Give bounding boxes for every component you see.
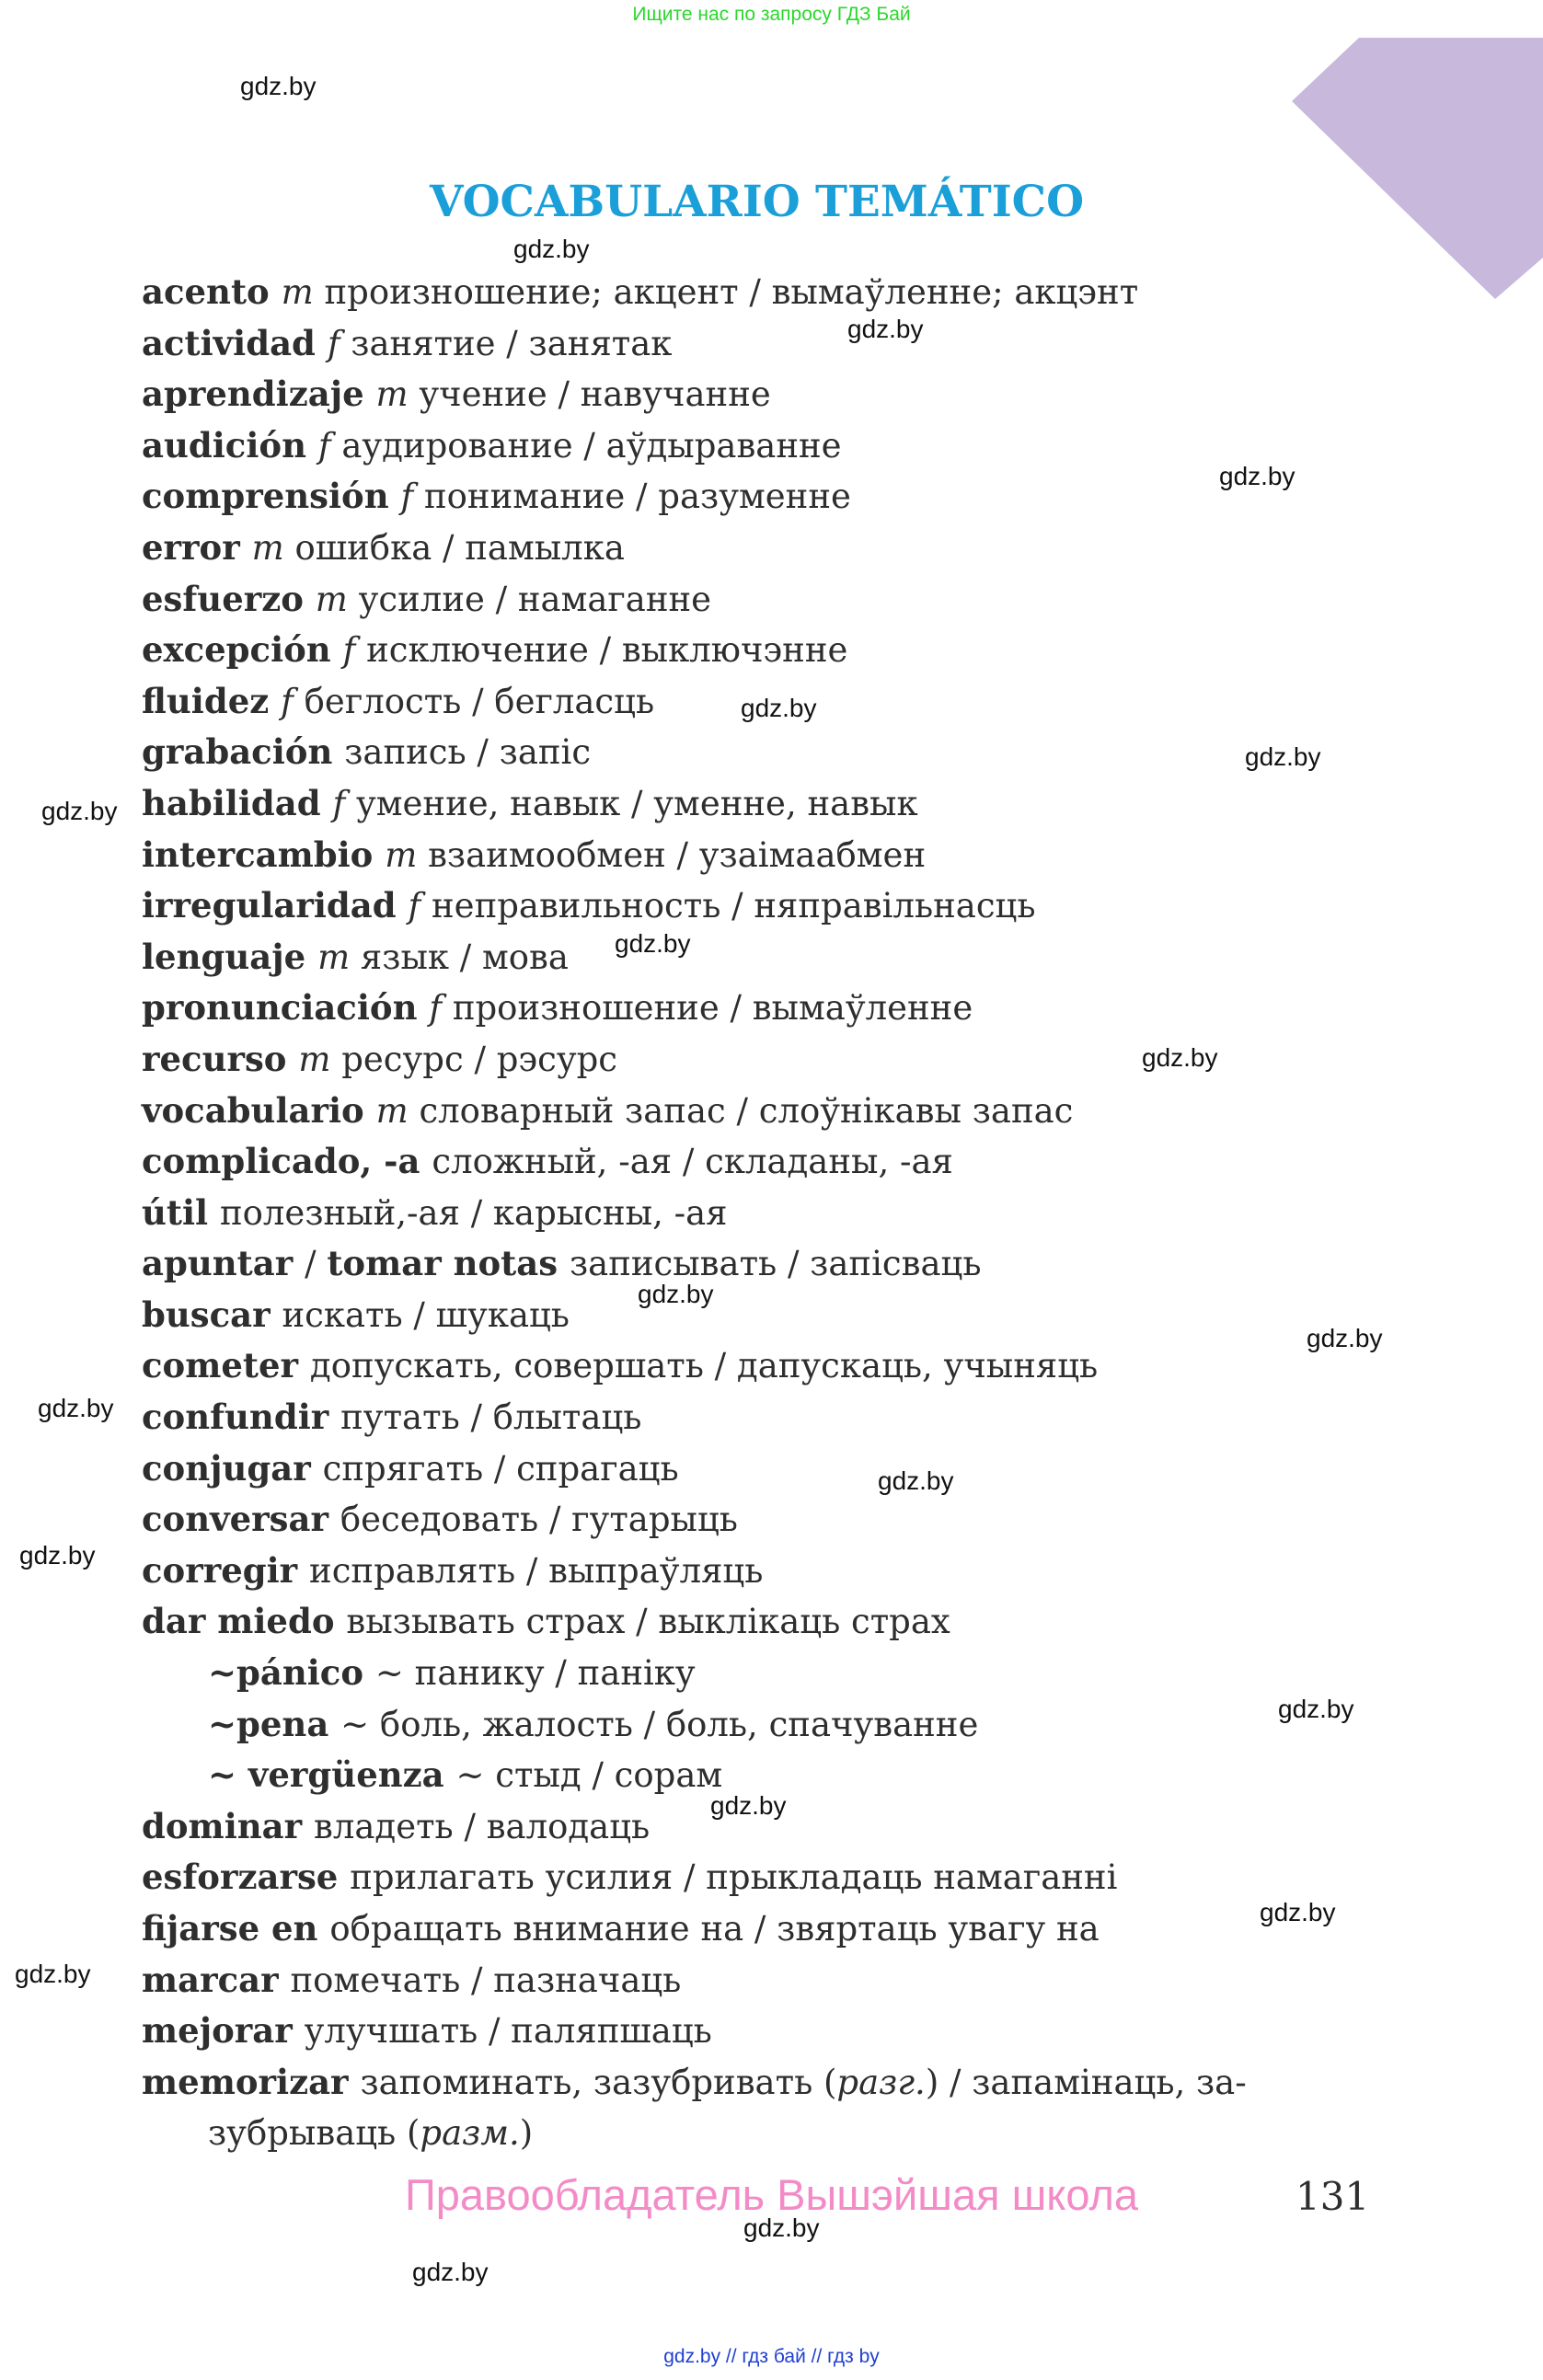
- term: dar miedo: [142, 1601, 347, 1642]
- vocabulary-list: [142, 267, 1430, 2159]
- vocabulary-entry: [142, 318, 1430, 370]
- watermark: gdz.by: [19, 1541, 96, 1569]
- term: pronunciación: [142, 987, 430, 1029]
- term: dominar: [142, 1805, 315, 1846]
- term: lenguaje: [142, 936, 318, 977]
- translation: произношение; акцент / вымаўленне; акцэнт: [324, 272, 1139, 312]
- watermark: gdz.by: [513, 235, 590, 263]
- translation: ): [519, 2113, 534, 2154]
- translation: улучшать / паляпшаць: [304, 2011, 712, 2052]
- vocabulary-entry: [142, 1852, 1430, 1903]
- vocabulary-entry: [142, 1903, 1430, 1955]
- translation: сложный, -ая / складаны, -ая: [432, 1142, 953, 1182]
- vocabulary-entry: [142, 2057, 1430, 2109]
- term: ~pena: [208, 1703, 341, 1744]
- watermark: gdz.by: [710, 1791, 787, 1820]
- grammar-note: m: [317, 937, 361, 977]
- vocabulary-entry: [142, 1494, 1430, 1546]
- vocabulary-entry: [142, 2108, 1430, 2159]
- term: ~ vergüenza: [208, 1754, 456, 1796]
- watermark: gdz.by: [1245, 742, 1321, 771]
- term: grabación: [142, 731, 345, 773]
- translation: беглость / бегласць: [304, 681, 655, 721]
- grammar-note: m: [315, 579, 359, 619]
- grammar-note: f: [400, 477, 424, 517]
- term: conjugar: [142, 1447, 323, 1489]
- watermark: gdz.by: [847, 315, 924, 343]
- term: comprensión: [142, 476, 401, 517]
- translation: помечать / пазначаць: [290, 1960, 682, 2000]
- term: tomar notas: [327, 1243, 570, 1284]
- vocabulary-entry: [142, 1188, 1430, 1239]
- term: memorizar: [142, 2061, 361, 2102]
- term: aprendizaje: [142, 374, 376, 415]
- translation: умение, навык / уменне, навык: [355, 783, 918, 823]
- term: habilidad: [142, 782, 333, 823]
- vocabulary-entry: [142, 830, 1430, 881]
- translation: путать / блытаць: [340, 1397, 642, 1438]
- translation: исправлять / выпраўляць: [309, 1550, 764, 1591]
- translation: запоминать, зазубривать (: [360, 2062, 837, 2102]
- vocabulary-entry: [142, 932, 1430, 983]
- term: conversar: [142, 1499, 340, 1540]
- grammar-note: m: [281, 272, 325, 312]
- term: marcar: [142, 1959, 291, 2000]
- translation: запись / запіс: [344, 732, 592, 773]
- vocabulary-entry: [142, 523, 1430, 574]
- bottom-links[interactable]: gdz.by // гдз бай // гдз by: [663, 2346, 880, 2367]
- translation: произношение / вымаўленне: [452, 988, 973, 1029]
- vocabulary-entry: [142, 1699, 1430, 1751]
- translation: беседовать / гутарыць: [340, 1500, 738, 1540]
- term: acento: [142, 271, 282, 312]
- translation: ~ боль, жалость / боль, спачуванне: [340, 1704, 979, 1744]
- grammar-note: f: [317, 425, 342, 466]
- translation: язык / мова: [360, 937, 569, 977]
- translation: искать / шукаць: [282, 1294, 570, 1335]
- translation: записывать / запісваць: [569, 1244, 982, 1284]
- translation: занятие / занятак: [351, 323, 673, 363]
- translation: спрягать / спрагаць: [322, 1448, 679, 1489]
- term: irregularidad: [142, 885, 409, 926]
- grammar-note: m: [375, 374, 420, 415]
- grammar-note: m: [375, 1090, 420, 1131]
- term: confundir: [142, 1397, 341, 1438]
- watermark: gdz.by: [38, 1394, 114, 1422]
- watermark: gdz.by: [1278, 1695, 1354, 1723]
- grammar-note: m: [385, 834, 429, 875]
- translation: усилие / намаганне: [358, 579, 712, 619]
- term: ~pánico: [208, 1652, 375, 1694]
- term: excepción: [142, 629, 343, 671]
- vocabulary-entry: [142, 1443, 1430, 1495]
- translation: ~ стыд / сорам: [455, 1755, 723, 1796]
- watermark: gdz.by: [15, 1960, 91, 1988]
- grammar-note: f: [327, 323, 351, 363]
- vocabulary-entry: [142, 267, 1430, 318]
- watermark: gdz.by: [878, 1466, 954, 1495]
- grammar-note: m: [251, 527, 295, 568]
- vocabulary-entry: [142, 778, 1430, 830]
- term: error: [142, 526, 252, 568]
- grammar-note: разм.: [420, 2113, 520, 2154]
- watermark: gdz.by: [1219, 462, 1295, 490]
- grammar-note: f: [281, 681, 305, 721]
- grammar-note: f: [429, 988, 453, 1029]
- translation: аудирование / аўдыраванне: [341, 425, 842, 466]
- vocabulary-entry: [142, 1086, 1430, 1137]
- translation: ) / запамінаць, за-: [925, 2062, 1247, 2102]
- translation: взаимообмен / узаімаабмен: [428, 834, 927, 875]
- translation: ~ панику / паніку: [374, 1653, 696, 1694]
- vocabulary-entry: [142, 1238, 1430, 1290]
- search-hint-banner: Ищите нас по запросу ГДЗ Бай: [632, 4, 911, 25]
- vocabulary-entry: [142, 1340, 1430, 1392]
- vocabulary-entry: [142, 1648, 1430, 1699]
- vocabulary-entry: [142, 1034, 1430, 1086]
- grammar-note: f: [332, 783, 356, 823]
- translation: учение / навучанне: [419, 374, 771, 415]
- vocabulary-entry: [142, 727, 1430, 778]
- vocabulary-entry: [142, 880, 1430, 932]
- translation: прилагать усилия / прыкладаць намаганні: [350, 1857, 1118, 1898]
- watermark: gdz.by: [1260, 1898, 1336, 1926]
- translation: полезный,-ая / карысны, -ая: [219, 1192, 728, 1233]
- term: esfuerzo: [142, 578, 316, 619]
- translation: исключение / выключэнне: [366, 630, 848, 671]
- watermark: gdz.by: [615, 929, 691, 958]
- term: corregir: [142, 1549, 310, 1591]
- vocabulary-entry: [142, 1955, 1430, 2006]
- decorative-corner-shape: [0, 0, 1543, 313]
- page-number: 131: [1295, 2174, 1370, 2219]
- vocabulary-entry: [142, 1136, 1430, 1188]
- translation: /: [305, 1244, 328, 1284]
- watermark: gdz.by: [741, 694, 817, 722]
- term: apuntar: [142, 1243, 305, 1284]
- copyright-footer: Правообладатель Вышэйшая школа: [404, 2170, 1139, 2219]
- translation: неправильность / няправільнасць: [432, 886, 1036, 926]
- vocabulary-entry: [142, 1546, 1430, 1597]
- term: audición: [142, 424, 318, 466]
- vocabulary-entry: [142, 1392, 1430, 1443]
- term: buscar: [142, 1293, 282, 1335]
- translation: словарный запас / слоўнікавы запас: [419, 1090, 1074, 1131]
- translation: обращать внимание на / звяртаць увагу на: [329, 1909, 1100, 1949]
- term: complicado, -a: [142, 1141, 432, 1182]
- grammar-note: разг.: [836, 2062, 926, 2102]
- term: vocabulario: [142, 1089, 376, 1131]
- watermark: gdz.by: [412, 2258, 489, 2286]
- grammar-note: f: [408, 886, 432, 926]
- watermark: gdz.by: [1142, 1043, 1218, 1072]
- watermark: gdz.by: [1307, 1324, 1383, 1352]
- watermark: gdz.by: [743, 2213, 820, 2242]
- watermark: gdz.by: [638, 1280, 714, 1308]
- term: actividad: [142, 322, 328, 363]
- watermark: gdz.by: [41, 797, 118, 825]
- grammar-note: f: [342, 630, 367, 671]
- vocabulary-entry: [142, 1290, 1430, 1341]
- translation: зубрываць (: [208, 2113, 420, 2154]
- term: cometer: [142, 1345, 310, 1386]
- term: útil: [142, 1191, 220, 1233]
- vocabulary-entry: [142, 983, 1430, 1034]
- translation: владеть / валодаць: [314, 1806, 651, 1846]
- term: intercambio: [142, 834, 386, 875]
- translation: допускать, совершать / дапускаць, учыняць: [309, 1346, 1099, 1386]
- vocabulary-entry: [142, 1596, 1430, 1648]
- term: fijarse en: [142, 1908, 330, 1949]
- term: mejorar: [142, 2010, 305, 2052]
- term: esforzarse: [142, 1857, 351, 1898]
- translation: понимание / разуменне: [423, 477, 851, 517]
- page-title: VOCABULARIO TEMÁTICO: [429, 177, 1085, 227]
- watermark: gdz.by: [240, 72, 317, 100]
- vocabulary-entry: [142, 369, 1430, 420]
- grammar-note: m: [298, 1039, 342, 1079]
- translation: ошибка / памылка: [294, 527, 625, 568]
- translation: ресурс / рэсурс: [341, 1039, 617, 1079]
- vocabulary-entry: [142, 2006, 1430, 2057]
- translation: вызывать страх / выклікаць страх: [346, 1602, 950, 1642]
- vocabulary-entry: [142, 625, 1430, 676]
- term: fluidez: [142, 680, 282, 721]
- vocabulary-entry: [142, 574, 1430, 626]
- term: recurso: [142, 1038, 299, 1079]
